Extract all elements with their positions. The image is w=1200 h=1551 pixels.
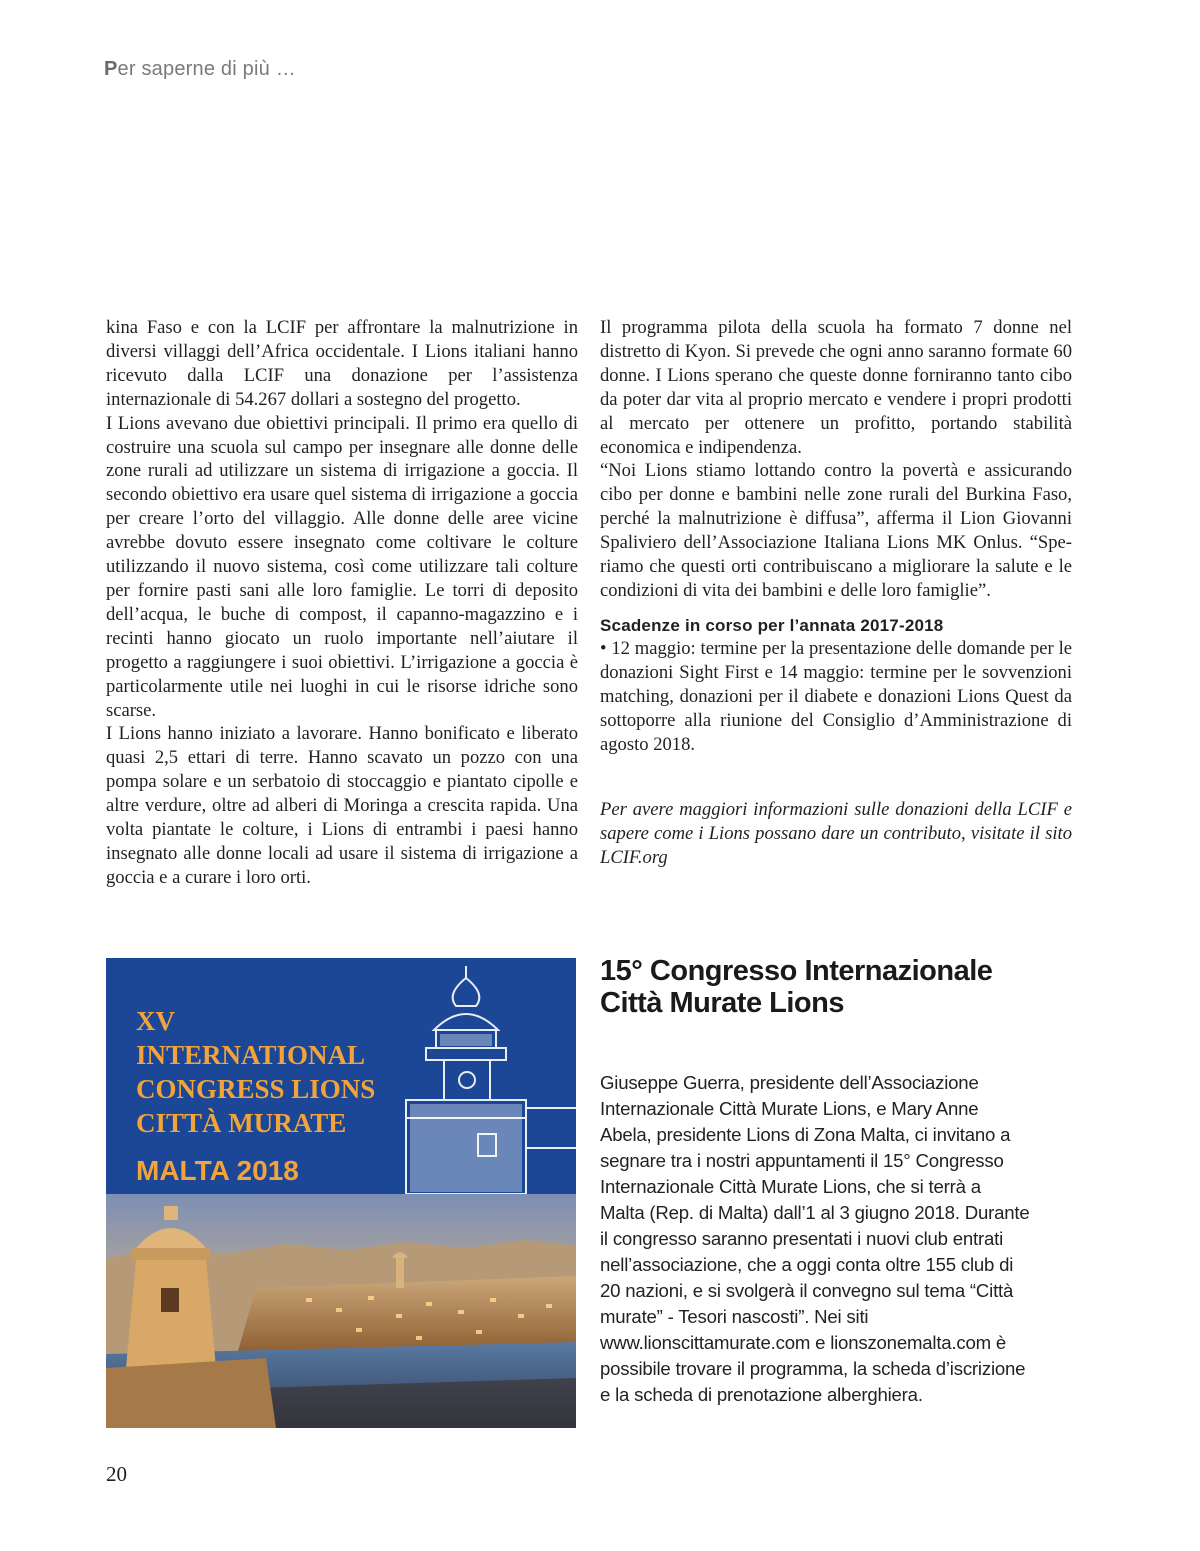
deadlines-heading: Scadenze in corso per l’annata 2017-2018 (600, 615, 944, 635)
right-column (600, 316, 1072, 870)
poster-line-xv: XV (136, 1006, 175, 1036)
left-paragraph-2: I Lions avevano due obiettivi principali. Il primo era quello di costruire una scuola sul campo per insegnare alle donne delle zone rurali ad utilizzare un sistema di irrigazione a goccia. Il secondo obiettivo era usare quel sistema di irrigazione a goccia per creare l’orto del villaggio. Alle donne delle aree vicine avrebbe dovuto essere insegnato come coltivare le colture utilizzando il nuovo sistema, così come utilizzare tali colture per fornire pasti sani alle loro famiglie. Le torri di deposito dell’acqua, le buche di compost, il capanno-magazzino e i recinti hanno giocato un ruolo importante nell’aiutare il progetto a raggiungere i suoi obiettivi. L’irrigazione a goccia è particolarmente utile nei luoghi in cui le risorse idriche sono scarse. (106, 412, 578, 721)
congress-poster (106, 958, 576, 1428)
left-paragraph-3: I Lions hanno iniziato a lavorare. Hanno bonificato e liberato quasi 2,5 ettari di terre. Hanno scavato un pozzo con una pompa solare e un serbatoio di stoccaggio e piantato cipolle e altre verdure, oltre ad alberi di Moringa a crescita rapida. Una volta piantate le colture, i Lions di entrambi i paesi hanno insegnato alle donne locali ad usare il sistema di irrigazione a goccia e a curare i loro orti. (106, 723, 578, 888)
article-body (600, 1070, 1030, 1408)
left-paragraph-1: kina Faso e con la LCIF per affrontare la malnutrizione in diversi villaggi dell’Africa occidentale. I Lions italiani hanno ricevuto dalla LCIF una donazione per l’assistenza internazionale di 54.267 dollari a sostegno del progetto. (106, 317, 578, 410)
page-number: 20 (106, 1462, 127, 1486)
malta-photo (106, 1194, 576, 1428)
poster-artwork (106, 958, 576, 1428)
running-head-initial: P (104, 58, 118, 80)
poster-line-congress: CONGRESS LIONS (136, 1074, 376, 1104)
article-title-line-2: Città Murate Lions (600, 987, 844, 1019)
right-paragraph-2: “Noi Lions stiamo lottando contro la povertà e assicurando cibo per donne e bambini nelle zone rurali del Burkina Faso, perché la malnutrizione è diffusa”, afferma il Lion Giovanni Spaliviero dell’Associazione Italiana Lions MK Onlus. “Speriamo che questi orti contribuiscano a migliorare la salute e le condizioni di vita dei bambini e delle loro famiglie”. (600, 460, 1072, 601)
right-paragraph-1: Il programma pilota della scuola ha formato 7 donne nel distretto di Kyon. Si prevede che ogni anno saranno formate 60 donne. I Lions sperano che queste donne forniranno tanto cibo da poter dar vita al proprio mercato e vendere i propri prodotti al mercato per ottenere un profitto, portando stabilità economica e indipendenza. (600, 317, 1072, 458)
running-head (104, 58, 296, 81)
article-title-line-1: 15° Congresso Internazionale (600, 955, 993, 987)
poster-line-malta: MALTA 2018 (136, 1155, 299, 1186)
info-note: Per avere maggiori informazioni sulle donazioni della LCIF e sapere come i Lions possano dare un contributo, visitate il sito LCIF.org (600, 799, 1072, 869)
article-body-text: Giuseppe Guerra, presidente dell’Associazione Internazionale Città Murate Lions, e Mary Anne Abela, presidente Lions di Zona Malta, ci invitano a segnare tra i nostri appuntamenti il 15° Congresso Internazionale Città Murate Lions, che si terrà a Malta (Rep. di Malta) dall’1 al 3 giugno 2018. Durante il congresso saranno presentati i nuovi club entrati nell’associazione, che a oggi conta oltre 155 club di 20 nazioni, e si svolgerà il convegno sul tema “Città murate” - Tesori nascosti”. Nei siti www.lionscittamurate.com e lionszonemalta.com è possibile trovare il programma, la scheda d’iscrizione e la scheda di prenotazione alberghiera. (600, 1072, 1030, 1405)
poster-line-citta-murate: CITTÀ MURATE (136, 1108, 347, 1138)
article-title (600, 955, 1080, 1019)
running-head-text: er saperne di più … (117, 58, 296, 80)
poster-line-international: INTERNATIONAL (136, 1040, 366, 1070)
left-column (106, 316, 578, 890)
deadlines-text: • 12 maggio: termine per la presentazione delle domande per le donazioni Sight First e 14 maggio: termine per le sovvenzioni matching, donazioni per il diabete e donazioni Lions Quest da sottoporre alla riunione del Consiglio d’Amministrazione di agosto 2018. (600, 637, 1072, 755)
